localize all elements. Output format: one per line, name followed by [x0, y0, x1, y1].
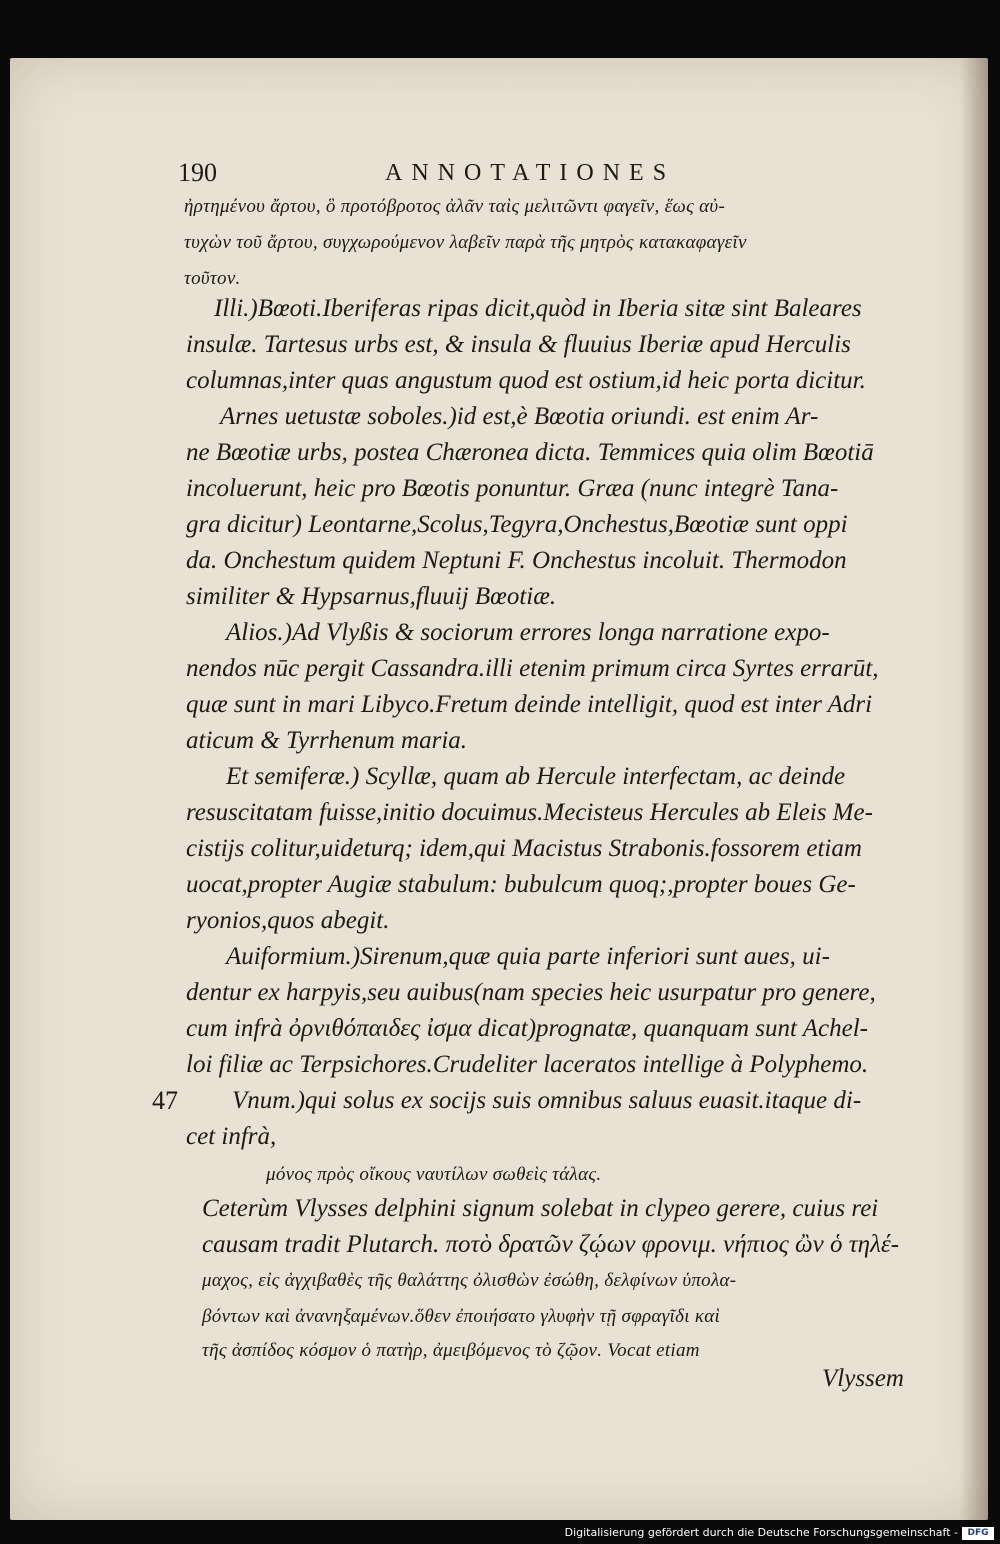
- footer-bar: [0, 1524, 1000, 1544]
- text-line: τῆς ἀσπίδος κόσμον ὁ πατὴρ, ἀμειβόμενος τὸ ζῷον. Vocat etiam: [202, 1340, 700, 1361]
- text-line: columnas,inter quas angustum quod est ostium,id heic porta dicitur.: [186, 367, 866, 394]
- text-line: causam tradit Plutarch. ποτὸ δρατῶν ζῴων φρονιμ. νήπιος ὢν ὁ τηλέ-: [202, 1231, 900, 1258]
- text-line: Alios.)Ad Vlyßis & sociorum errores longa narratione expo-: [226, 619, 830, 646]
- catchword: Vlyssem: [822, 1365, 904, 1392]
- text-line: dentur ex harpyis,seu auibus(nam species heic usurpatur pro genere,: [186, 979, 876, 1006]
- text-line: gra dicitur) Leontarne,Scolus,Tegyra,Onchestus,Bœotiæ sunt oppi: [186, 511, 848, 538]
- book-page: [10, 58, 988, 1520]
- text-line: resuscitatam fuisse,initio docuimus.Mecisteus Hercules ab Eleis Me-: [186, 799, 873, 826]
- text-line: Et semiferæ.) Scyllæ, quam ab Hercule interfectam, ac deinde: [226, 763, 846, 790]
- text-line: ryonios,quos abegit.: [186, 907, 390, 934]
- text-line: ἠρτημένου ἄρτου, ὃ προτόβροτος ἀλᾶν ταὶς μελιτῶντι φαγεῖν, ἕως αὐ-: [184, 196, 726, 217]
- text-line: μόνος πρὸς οἴκους ναυτίλων σωθεὶς τάλας.: [266, 1164, 602, 1185]
- text-line: aticum & Tyrrhenum maria.: [186, 727, 468, 754]
- margin-number: 47: [152, 1086, 178, 1115]
- text-line: Illi.)Bœoti.Iberiferas ripas dicit,quòd in Iberia sitæ sint Baleares: [214, 295, 862, 322]
- text-line: insulæ. Tartesus urbs est, & insula & fluuius Iberiæ apud Herculis: [186, 331, 851, 358]
- text-line: similiter & Hypsarnus,fluuij Bœotiæ.: [186, 583, 557, 610]
- text-line: τοῦτον.: [184, 268, 241, 289]
- text-line: τυχὼν τοῦ ἄρτου, συγχωρούμενον λαβεῖν παρὰ τῆς μητρὸς κατακαφαγεῖν: [184, 232, 747, 253]
- text-line: incoluerunt, heic pro Bœotis ponuntur. Græa (nunc integrè Tana-: [186, 475, 839, 502]
- page-number: 190: [178, 158, 217, 187]
- text-line: Auiformium.)Sirenum,quæ quia parte inferiori sunt aues, ui-: [226, 943, 830, 970]
- text-line: μαχος, εἰς ἀγχιβαθὲς τῆς θαλάττης ὀλισθὼν ἐσώθη, δελφίνων ὑπολα-: [202, 1270, 737, 1291]
- running-title: ANNOTATIONES: [385, 160, 676, 186]
- dfg-logo: DFG: [962, 1527, 994, 1540]
- text-line: Vnum.)qui solus ex socijs suis omnibus saluus euasit.itaque di-: [232, 1087, 862, 1114]
- text-line: loi filiæ ac Terpsichores.Crudeliter laceratos intellige à Polyphemo.: [186, 1051, 869, 1078]
- text-line: uocat,propter Augiæ stabulum: bubulcum quoq;,propter boues Ge-: [186, 871, 856, 898]
- text-line: nendos nūc pergit Cassandra.illi etenim primum circa Syrtes errarūt,: [186, 655, 879, 682]
- text-line: quæ sunt in mari Libyco.Fretum deinde intelligit, quod est inter Adri: [186, 691, 873, 718]
- text-line: βόντων καὶ ἀνανηξαμένων.ὅθεν ἐποιήσατο γλυφὴν τῇ σφραγῖδι καὶ: [202, 1306, 721, 1327]
- text-line: cet infrà,: [186, 1123, 277, 1150]
- text-line: cum infrà ὀρνιθόπαιδες ἰσμα dicat)prognatæ, quanquam sunt Achel-: [186, 1015, 868, 1042]
- text-line: Ceterùm Vlysses delphini signum solebat in clypeo gerere, cuius rei: [202, 1195, 879, 1222]
- text-line: da. Onchestum quidem Neptuni F. Onchestus incoluit. Thermodon: [186, 547, 847, 574]
- page-gutter-shadow: [960, 58, 988, 1520]
- text-line: Arnes uetustæ soboles.)id est,è Bœotia oriundi. est enim Ar-: [220, 403, 819, 430]
- text-line: ne Bœotiæ urbs, postea Chæronea dicta. Temmices quia olim Bœotiā: [186, 439, 874, 466]
- text-line: cistijs colitur,uideturq; idem,qui Macistus Strabonis.fossorem etiam: [186, 835, 862, 862]
- footer-credit: Digitalisierung gefördert durch die Deutsche Forschungsgemeinschaft -: [564, 1526, 958, 1539]
